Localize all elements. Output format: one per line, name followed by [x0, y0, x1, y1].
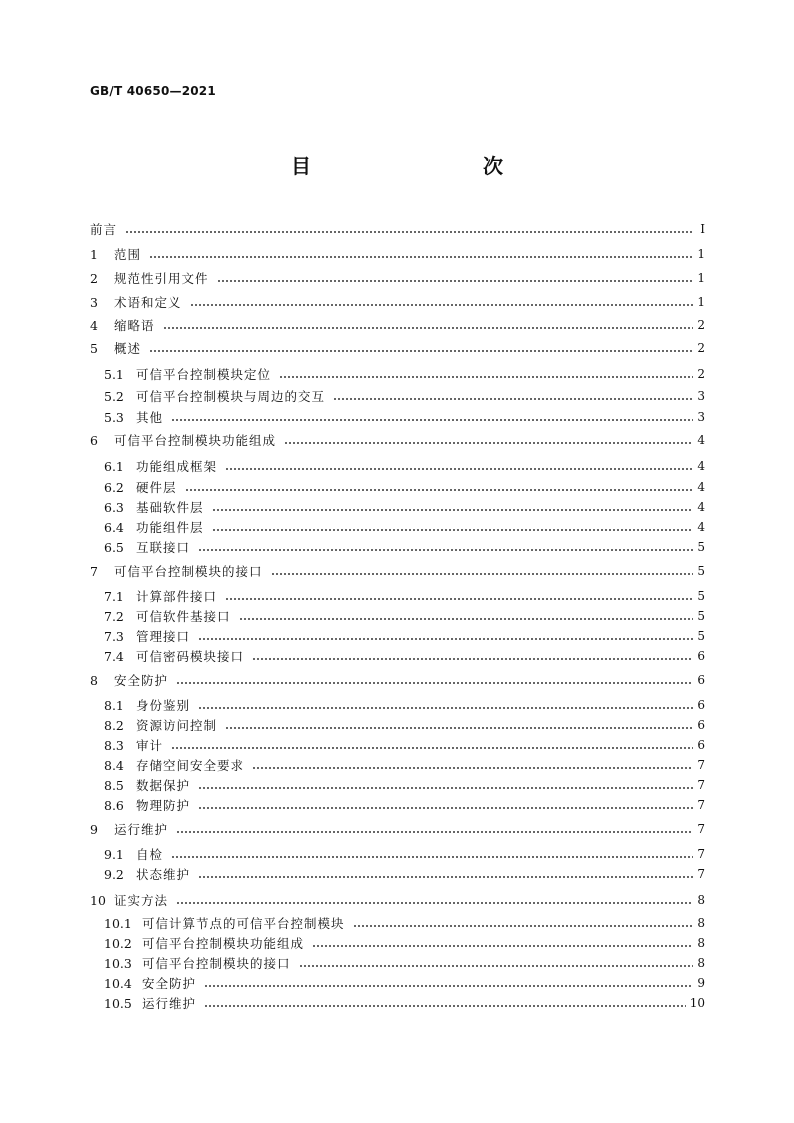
toc-entry[interactable] — [90, 561, 705, 581]
toc-entry[interactable] — [104, 477, 705, 497]
toc-entry-number: 8.1 — [104, 697, 124, 713]
dot-leader — [198, 876, 693, 878]
dot-leader — [125, 231, 693, 233]
toc-entry-page: 5 — [697, 564, 705, 578]
toc-entry[interactable] — [104, 795, 705, 815]
dot-leader — [239, 618, 693, 620]
toc-entry-number: 7 — [90, 563, 98, 579]
dot-leader — [252, 767, 693, 769]
toc-entry-page: 6 — [697, 738, 705, 752]
dot-leader — [284, 442, 693, 444]
dot-leader — [225, 727, 693, 729]
toc-entry-number: 7.4 — [104, 648, 124, 664]
toc-entry-page: 7 — [697, 867, 705, 881]
dot-leader — [149, 350, 693, 352]
standard-code: GB/T 40650—2021 — [90, 84, 216, 98]
toc-entry-label: 互联接口 — [136, 540, 191, 555]
toc-entry-label: 资源访问控制 — [136, 718, 218, 733]
dot-leader — [204, 1005, 686, 1007]
toc-entry-label: 身份鉴别 — [136, 698, 191, 713]
toc-entry-number: 6.4 — [104, 519, 124, 535]
toc-entry-page: 1 — [697, 295, 705, 309]
toc-entry-number: 7.1 — [104, 588, 124, 604]
toc-entry[interactable] — [90, 670, 705, 690]
toc-entry[interactable] — [104, 933, 705, 953]
toc-entry[interactable] — [104, 606, 705, 626]
toc-entry-number: 6 — [90, 432, 98, 448]
toc-entry[interactable] — [104, 953, 705, 973]
dot-leader — [185, 489, 693, 491]
dot-leader — [198, 807, 693, 809]
toc-entry-page: 5 — [697, 589, 705, 603]
toc-entry-page: Ⅰ — [700, 222, 705, 236]
toc-entry-label: 可信平台控制模块功能组成 — [142, 936, 305, 951]
toc-entry[interactable] — [104, 775, 705, 795]
dot-leader — [198, 787, 693, 789]
toc-entry-page: 3 — [697, 389, 705, 403]
toc-entry-label: 计算部件接口 — [136, 589, 218, 604]
toc-entry[interactable] — [104, 735, 705, 755]
toc-entry-page: 5 — [697, 540, 705, 554]
toc-entry-number: 5.2 — [104, 388, 124, 404]
toc-entry-number: 9.2 — [104, 866, 124, 882]
toc-entry-page: 6 — [697, 698, 705, 712]
dot-leader — [225, 598, 693, 600]
toc-entry-page: 1 — [697, 247, 705, 261]
toc-entry-page: 4 — [697, 459, 705, 473]
toc-entry-label: 功能组件层 — [136, 520, 204, 535]
toc-entry-page: 10 — [689, 996, 705, 1010]
toc-entry[interactable] — [104, 517, 705, 537]
toc-entry[interactable] — [104, 646, 705, 666]
toc-entry[interactable] — [104, 993, 705, 1013]
toc-entry-page: 4 — [697, 500, 705, 514]
toc-entry-number: 6.3 — [104, 499, 124, 515]
toc-entry-page: 8 — [697, 916, 705, 930]
toc-entry-page: 8 — [697, 936, 705, 950]
dot-leader — [163, 327, 693, 329]
toc-entry-page: 7 — [697, 822, 705, 836]
toc-entry-label: 可信平台控制模块的接口 — [142, 956, 291, 971]
toc-entry-number: 6.1 — [104, 458, 124, 474]
dot-leader — [198, 707, 693, 709]
toc-entry-number: 1 — [90, 246, 98, 262]
toc-entry[interactable] — [104, 537, 705, 557]
toc-entry-number: 8.4 — [104, 757, 124, 773]
page-title: 目 次 — [291, 154, 547, 178]
toc-entry-page: 4 — [697, 433, 705, 447]
dot-leader — [171, 856, 693, 858]
toc-entry-page: 4 — [697, 520, 705, 534]
toc-entry-label: 术语和定义 — [114, 295, 182, 310]
toc-entry-label: 自检 — [136, 847, 164, 862]
toc-entry-number: 10.5 — [104, 995, 132, 1011]
toc-entry-label: 规范性引用文件 — [114, 271, 209, 286]
toc-entry-label: 可信平台控制模块与周边的交互 — [136, 389, 326, 404]
toc-entry-number: 10.2 — [104, 935, 132, 951]
toc-entry[interactable] — [90, 292, 705, 312]
toc-entry[interactable] — [104, 973, 705, 993]
toc-entry-label: 安全防护 — [114, 673, 169, 688]
toc-entry-page: 3 — [697, 410, 705, 424]
toc-entry-label: 可信平台控制模块的接口 — [114, 564, 263, 579]
dot-leader — [171, 419, 693, 421]
toc-entry-number: 3 — [90, 294, 98, 310]
toc-entry-number: 7.3 — [104, 628, 124, 644]
toc-entry-number: 9 — [90, 821, 98, 837]
dot-leader — [190, 304, 693, 306]
dot-leader — [176, 902, 693, 904]
toc-entry-label: 运行维护 — [114, 822, 169, 837]
toc-entry-page: 9 — [697, 976, 705, 990]
toc-entry[interactable] — [90, 268, 705, 288]
toc-entry-page: 7 — [697, 778, 705, 792]
toc-entry[interactable] — [104, 386, 705, 406]
toc-entry[interactable] — [104, 407, 705, 427]
toc-entry-page: 4 — [697, 480, 705, 494]
toc-entry-label: 可信计算节点的可信平台控制模块 — [142, 916, 345, 931]
dot-leader — [198, 638, 693, 640]
toc-entry[interactable] — [90, 819, 705, 839]
toc-entry-label: 证实方法 — [114, 893, 169, 908]
toc-entry-label: 前言 — [90, 222, 118, 237]
toc-entry-label: 基础软件层 — [136, 500, 204, 515]
toc-entry-number: 4 — [90, 317, 98, 333]
dot-leader — [212, 529, 693, 531]
toc-entry-label: 存储空间安全要求 — [136, 758, 245, 773]
toc-entry-number: 8.2 — [104, 717, 124, 733]
toc-entry-number: 10.3 — [104, 955, 132, 971]
dot-leader — [212, 509, 693, 511]
toc-entry-label: 其他 — [136, 410, 164, 425]
toc-entry-number: 6.2 — [104, 479, 124, 495]
toc-entry-label: 数据保护 — [136, 778, 191, 793]
toc-entry-label: 管理接口 — [136, 629, 191, 644]
toc-entry[interactable] — [90, 315, 705, 335]
toc-entry-label: 可信密码模块接口 — [136, 649, 245, 664]
toc-entry-label: 功能组成框架 — [136, 459, 218, 474]
toc-entry-number: 8.3 — [104, 737, 124, 753]
toc-entry-page: 7 — [697, 758, 705, 772]
dot-leader — [353, 925, 693, 927]
dot-leader — [312, 945, 693, 947]
toc-entry[interactable] — [90, 244, 705, 264]
toc-entry-number: 10.1 — [104, 915, 132, 931]
toc-entry-page: 6 — [697, 718, 705, 732]
toc-entry-label: 缩略语 — [114, 318, 155, 333]
dot-leader — [198, 549, 693, 551]
toc-entry-page: 8 — [697, 893, 705, 907]
toc-entry-page: 2 — [697, 367, 705, 381]
toc-entry[interactable] — [104, 497, 705, 517]
toc-entry-label: 运行维护 — [142, 996, 197, 1011]
toc-entry[interactable] — [90, 430, 705, 450]
dot-leader — [176, 831, 693, 833]
toc-entry-page: 8 — [697, 956, 705, 970]
toc-entry-label: 状态维护 — [136, 867, 191, 882]
toc-entry[interactable] — [104, 456, 705, 476]
toc-entry-label: 物理防护 — [136, 798, 191, 813]
dot-leader — [225, 468, 693, 470]
toc-entry-number: 5 — [90, 340, 98, 356]
toc-entry[interactable] — [104, 864, 705, 884]
toc-entry-label: 安全防护 — [142, 976, 197, 991]
toc-entry[interactable] — [104, 364, 705, 384]
dot-leader — [171, 747, 693, 749]
toc-entry-number: 10.4 — [104, 975, 132, 991]
toc-entry-page: 6 — [697, 649, 705, 663]
toc-entry-page: 5 — [697, 629, 705, 643]
dot-leader — [299, 965, 693, 967]
toc-entry[interactable] — [104, 626, 705, 646]
toc-entry[interactable] — [104, 695, 705, 715]
toc-entry[interactable] — [104, 755, 705, 775]
toc-entry-number: 8 — [90, 672, 98, 688]
toc-entry-label: 范围 — [114, 247, 142, 262]
toc-entry-number: 8.6 — [104, 797, 124, 813]
toc-entry-label: 可信软件基接口 — [136, 609, 231, 624]
toc-entry-number: 5.3 — [104, 409, 124, 425]
toc-entry-page: 5 — [697, 609, 705, 623]
toc-entry-label: 可信平台控制模块功能组成 — [114, 433, 277, 448]
toc-entry-page: 7 — [697, 798, 705, 812]
dot-leader — [252, 658, 693, 660]
toc-entry-page: 7 — [697, 847, 705, 861]
toc-entry-number: 8.5 — [104, 777, 124, 793]
toc-entry[interactable] — [104, 844, 705, 864]
toc-entry[interactable] — [90, 338, 705, 358]
toc-entry-page: 1 — [697, 271, 705, 285]
toc-entry-label: 可信平台控制模块定位 — [136, 367, 272, 382]
dot-leader — [279, 376, 693, 378]
toc-entry-page: 2 — [697, 318, 705, 332]
toc-entry-number: 10 — [90, 892, 106, 908]
toc-entry[interactable] — [104, 586, 705, 606]
toc-entry-number: 7.2 — [104, 608, 124, 624]
toc-entry-number: 6.5 — [104, 539, 124, 555]
dot-leader — [204, 985, 693, 987]
toc-entry-label: 概述 — [114, 341, 142, 356]
dot-leader — [176, 682, 693, 684]
dot-leader — [217, 280, 693, 282]
toc-entry[interactable] — [104, 715, 705, 735]
dot-leader — [333, 398, 693, 400]
toc-entry-number: 5.1 — [104, 366, 124, 382]
toc-entry-number: 9.1 — [104, 846, 124, 862]
dot-leader — [271, 573, 693, 575]
toc-entry[interactable] — [90, 890, 705, 910]
toc-entry-number: 2 — [90, 270, 98, 286]
toc-entry[interactable] — [90, 219, 705, 239]
toc-entry[interactable] — [104, 913, 705, 933]
toc-entry-page: 6 — [697, 673, 705, 687]
toc-entry-label: 硬件层 — [136, 480, 177, 495]
dot-leader — [149, 256, 693, 258]
toc-entry-label: 审计 — [136, 738, 164, 753]
toc-entry-page: 2 — [697, 341, 705, 355]
